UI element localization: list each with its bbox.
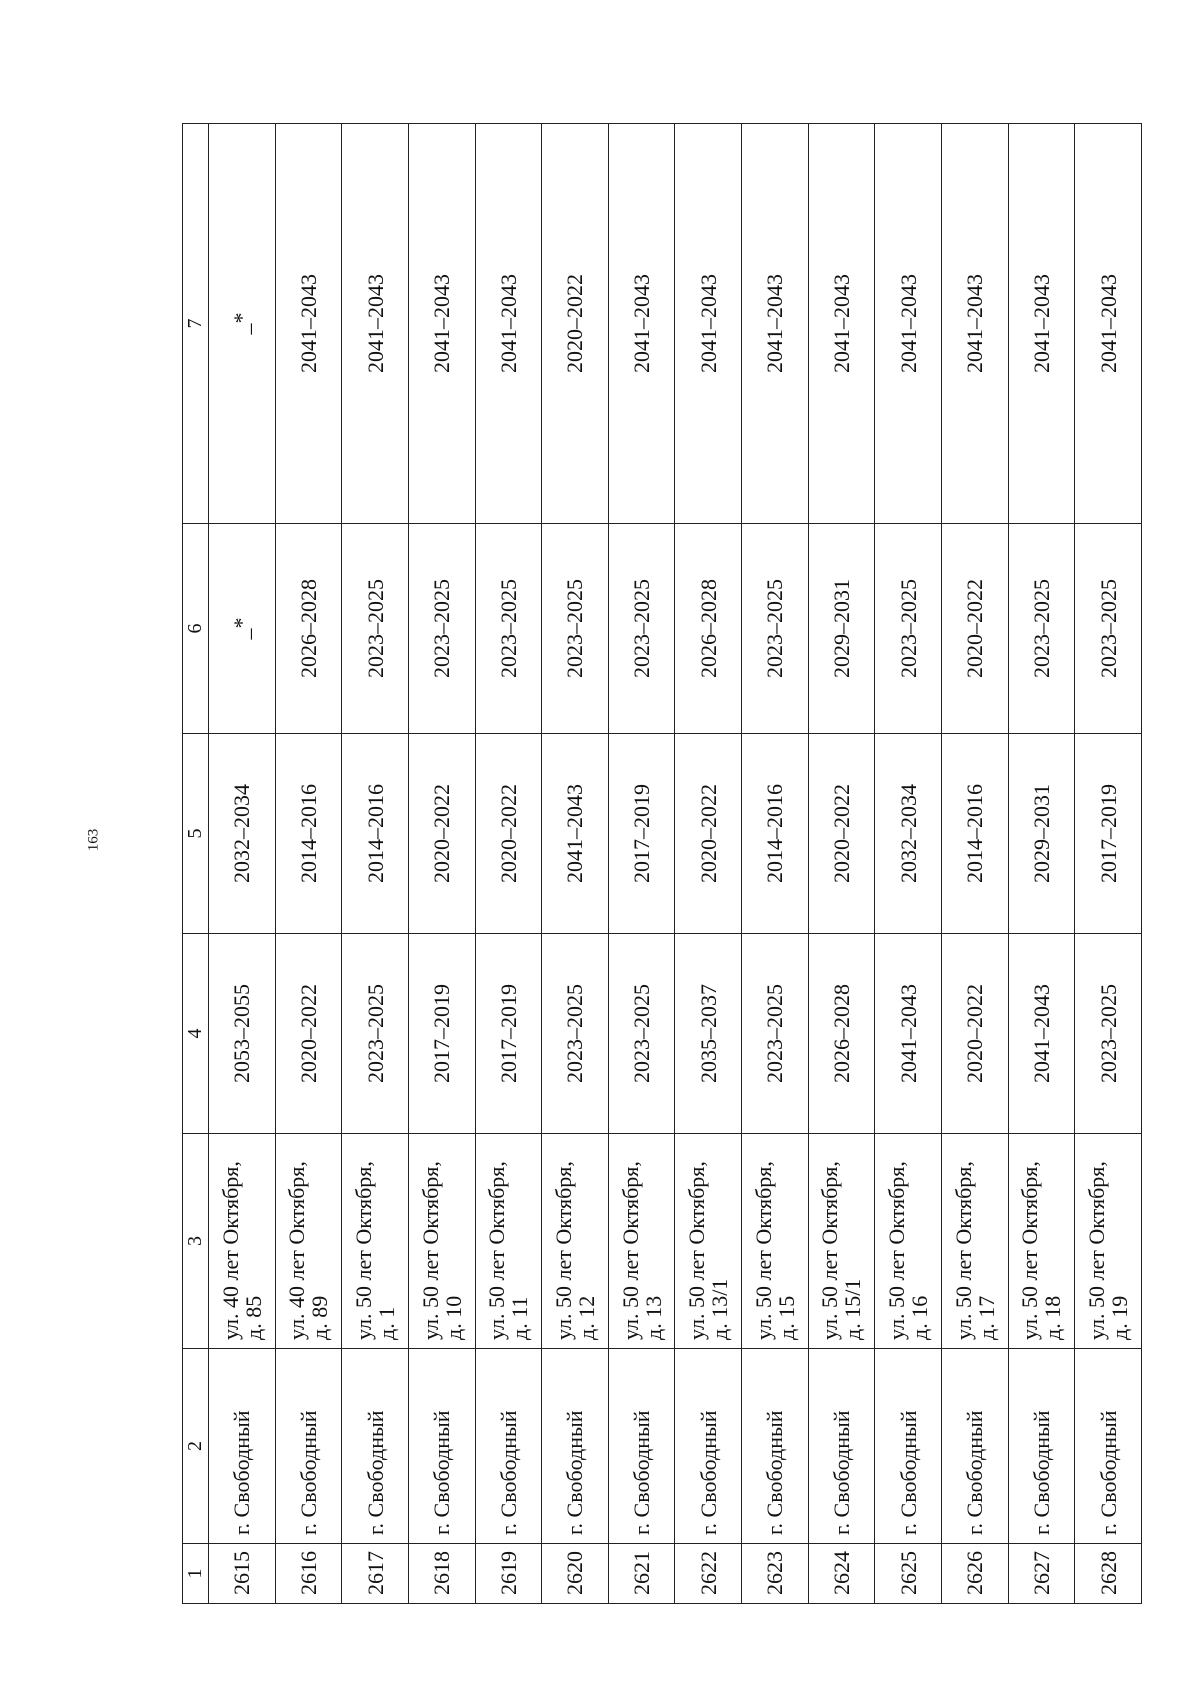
city-cell: г. Свободный xyxy=(408,1349,475,1544)
table-row xyxy=(742,124,809,1604)
city-cell: г. Свободный xyxy=(742,1349,809,1544)
period-col7-cell: 2020–2022 xyxy=(542,124,609,524)
table-row xyxy=(408,124,475,1604)
address-cell: ул. 50 лет Октября, д. 15/1 xyxy=(808,1134,875,1349)
period-col4-cell: 2023–2025 xyxy=(1075,934,1142,1134)
period-col4-cell: 2020–2022 xyxy=(275,934,342,1134)
table-header-row xyxy=(183,124,209,1604)
city-cell: г. Свободный xyxy=(475,1349,542,1544)
period-col6-cell: 2023–2025 xyxy=(875,524,942,734)
period-col7-cell: _* xyxy=(209,124,276,524)
row-number-cell: 2627 xyxy=(1008,1544,1075,1604)
period-col5-cell: 2020–2022 xyxy=(675,734,742,934)
period-col7-cell: 2041–2043 xyxy=(1075,124,1142,524)
period-col6-cell: 2029–2031 xyxy=(808,524,875,734)
address-cell: ул. 40 лет Октября, д. 89 xyxy=(275,1134,342,1349)
page-number-text: 163 xyxy=(85,828,102,852)
period-col5-cell: 2014–2016 xyxy=(941,734,1008,934)
period-col6-cell: 2023–2025 xyxy=(342,524,409,734)
city-cell: г. Свободный xyxy=(1075,1349,1142,1544)
address-cell: ул. 40 лет Октября, д. 85 xyxy=(209,1134,276,1349)
row-number-cell: 2622 xyxy=(675,1544,742,1604)
period-col5-cell: 2014–2016 xyxy=(742,734,809,934)
period-col4-cell: 2017–2019 xyxy=(408,934,475,1134)
table-row xyxy=(1008,124,1075,1604)
table-row xyxy=(608,124,675,1604)
table-row xyxy=(275,124,342,1604)
period-col6-cell: 2023–2025 xyxy=(608,524,675,734)
column-header-6: 6 xyxy=(183,524,209,734)
period-col5-cell: 2020–2022 xyxy=(408,734,475,934)
address-cell: ул. 50 лет Октября, д. 17 xyxy=(941,1134,1008,1349)
period-col4-cell: 2017–2019 xyxy=(475,934,542,1134)
table-row xyxy=(542,124,609,1604)
city-cell: г. Свободный xyxy=(542,1349,609,1544)
address-cell: ул. 50 лет Октября, д. 18 xyxy=(1008,1134,1075,1349)
address-cell: ул. 50 лет Октября, д. 15 xyxy=(742,1134,809,1349)
address-cell: ул. 50 лет Октября, д. 10 xyxy=(408,1134,475,1349)
period-col7-cell: 2041–2043 xyxy=(941,124,1008,524)
address-cell: ул. 50 лет Октября, д. 16 xyxy=(875,1134,942,1349)
period-col7-cell: 2041–2043 xyxy=(742,124,809,524)
period-col4-cell: 2023–2025 xyxy=(608,934,675,1134)
table-row xyxy=(475,124,542,1604)
city-cell: г. Свободный xyxy=(675,1349,742,1544)
period-col6-cell: 2023–2025 xyxy=(1008,524,1075,734)
rotated-table-container xyxy=(182,124,1142,1604)
address-cell: ул. 50 лет Октября, д. 11 xyxy=(475,1134,542,1349)
row-number-cell: 2625 xyxy=(875,1544,942,1604)
table-row xyxy=(875,124,942,1604)
document-table-area xyxy=(182,124,1142,1604)
table-row xyxy=(675,124,742,1604)
table-row xyxy=(941,124,1008,1604)
city-cell: г. Свободный xyxy=(608,1349,675,1544)
period-col6-cell: 2023–2025 xyxy=(1075,524,1142,734)
row-number-cell: 2628 xyxy=(1075,1544,1142,1604)
period-col6-cell: 2023–2025 xyxy=(742,524,809,734)
period-col5-cell: 2041–2043 xyxy=(542,734,609,934)
period-col6-cell: 2023–2025 xyxy=(475,524,542,734)
period-col4-cell: 2023–2025 xyxy=(342,934,409,1134)
period-col6-cell: _* xyxy=(209,524,276,734)
row-number-cell: 2619 xyxy=(475,1544,542,1604)
period-col5-cell: 2017–2019 xyxy=(608,734,675,934)
period-col4-cell: 2041–2043 xyxy=(875,934,942,1134)
period-col4-cell: 2023–2025 xyxy=(542,934,609,1134)
row-number-cell: 2621 xyxy=(608,1544,675,1604)
address-cell: ул. 50 лет Октября, д. 19 xyxy=(1075,1134,1142,1349)
column-header-3: 3 xyxy=(183,1134,209,1349)
city-cell: г. Свободный xyxy=(275,1349,342,1544)
table-row xyxy=(342,124,409,1604)
row-number-cell: 2623 xyxy=(742,1544,809,1604)
period-col7-cell: 2041–2043 xyxy=(608,124,675,524)
city-cell: г. Свободный xyxy=(808,1349,875,1544)
period-col4-cell: 2035–2037 xyxy=(675,934,742,1134)
period-col6-cell: 2023–2025 xyxy=(542,524,609,734)
address-cell: ул. 50 лет Октября, д. 13/1 xyxy=(675,1134,742,1349)
period-col7-cell: 2041–2043 xyxy=(675,124,742,524)
address-cell: ул. 50 лет Октября, д. 12 xyxy=(542,1134,609,1349)
period-col5-cell: 2020–2022 xyxy=(475,734,542,934)
period-col4-cell: 2026–2028 xyxy=(808,934,875,1134)
table-row xyxy=(209,124,276,1604)
column-header-5: 5 xyxy=(183,734,209,934)
schedule-table xyxy=(182,123,1142,1604)
row-number-cell: 2624 xyxy=(808,1544,875,1604)
column-header-7: 7 xyxy=(183,124,209,524)
period-col5-cell: 2014–2016 xyxy=(342,734,409,934)
period-col4-cell: 2041–2043 xyxy=(1008,934,1075,1134)
period-col6-cell: 2026–2028 xyxy=(675,524,742,734)
row-number-cell: 2626 xyxy=(941,1544,1008,1604)
city-cell: г. Свободный xyxy=(209,1349,276,1544)
row-number-cell: 2618 xyxy=(408,1544,475,1604)
period-col5-cell: 2029–2031 xyxy=(1008,734,1075,934)
table-row xyxy=(808,124,875,1604)
period-col7-cell: 2041–2043 xyxy=(808,124,875,524)
period-col5-cell: 2032–2034 xyxy=(209,734,276,934)
period-col5-cell: 2020–2022 xyxy=(808,734,875,934)
city-cell: г. Свободный xyxy=(342,1349,409,1544)
period-col5-cell: 2017–2019 xyxy=(1075,734,1142,934)
period-col7-cell: 2041–2043 xyxy=(475,124,542,524)
city-cell: г. Свободный xyxy=(875,1349,942,1544)
period-col4-cell: 2020–2022 xyxy=(941,934,1008,1134)
period-col4-cell: 2023–2025 xyxy=(742,934,809,1134)
period-col7-cell: 2041–2043 xyxy=(1008,124,1075,524)
period-col6-cell: 2026–2028 xyxy=(275,524,342,734)
row-number-cell: 2616 xyxy=(275,1544,342,1604)
period-col5-cell: 2032–2034 xyxy=(875,734,942,934)
period-col7-cell: 2041–2043 xyxy=(342,124,409,524)
period-col4-cell: 2053–2055 xyxy=(209,934,276,1134)
period-col7-cell: 2041–2043 xyxy=(875,124,942,524)
address-cell: ул. 50 лет Октября, д. 1 xyxy=(342,1134,409,1349)
column-header-1: 1 xyxy=(183,1544,209,1604)
period-col6-cell: 2023–2025 xyxy=(408,524,475,734)
period-col5-cell: 2014–2016 xyxy=(275,734,342,934)
period-col7-cell: 2041–2043 xyxy=(408,124,475,524)
column-header-4: 4 xyxy=(183,934,209,1134)
city-cell: г. Свободный xyxy=(1008,1349,1075,1544)
column-header-2: 2 xyxy=(183,1349,209,1544)
period-col6-cell: 2020–2022 xyxy=(941,524,1008,734)
period-col7-cell: 2041–2043 xyxy=(275,124,342,524)
row-number-cell: 2615 xyxy=(209,1544,276,1604)
table-row xyxy=(1075,124,1142,1604)
row-number-cell: 2620 xyxy=(542,1544,609,1604)
address-cell: ул. 50 лет Октября, д. 13 xyxy=(608,1134,675,1349)
city-cell: г. Свободный xyxy=(941,1349,1008,1544)
row-number-cell: 2617 xyxy=(342,1544,409,1604)
